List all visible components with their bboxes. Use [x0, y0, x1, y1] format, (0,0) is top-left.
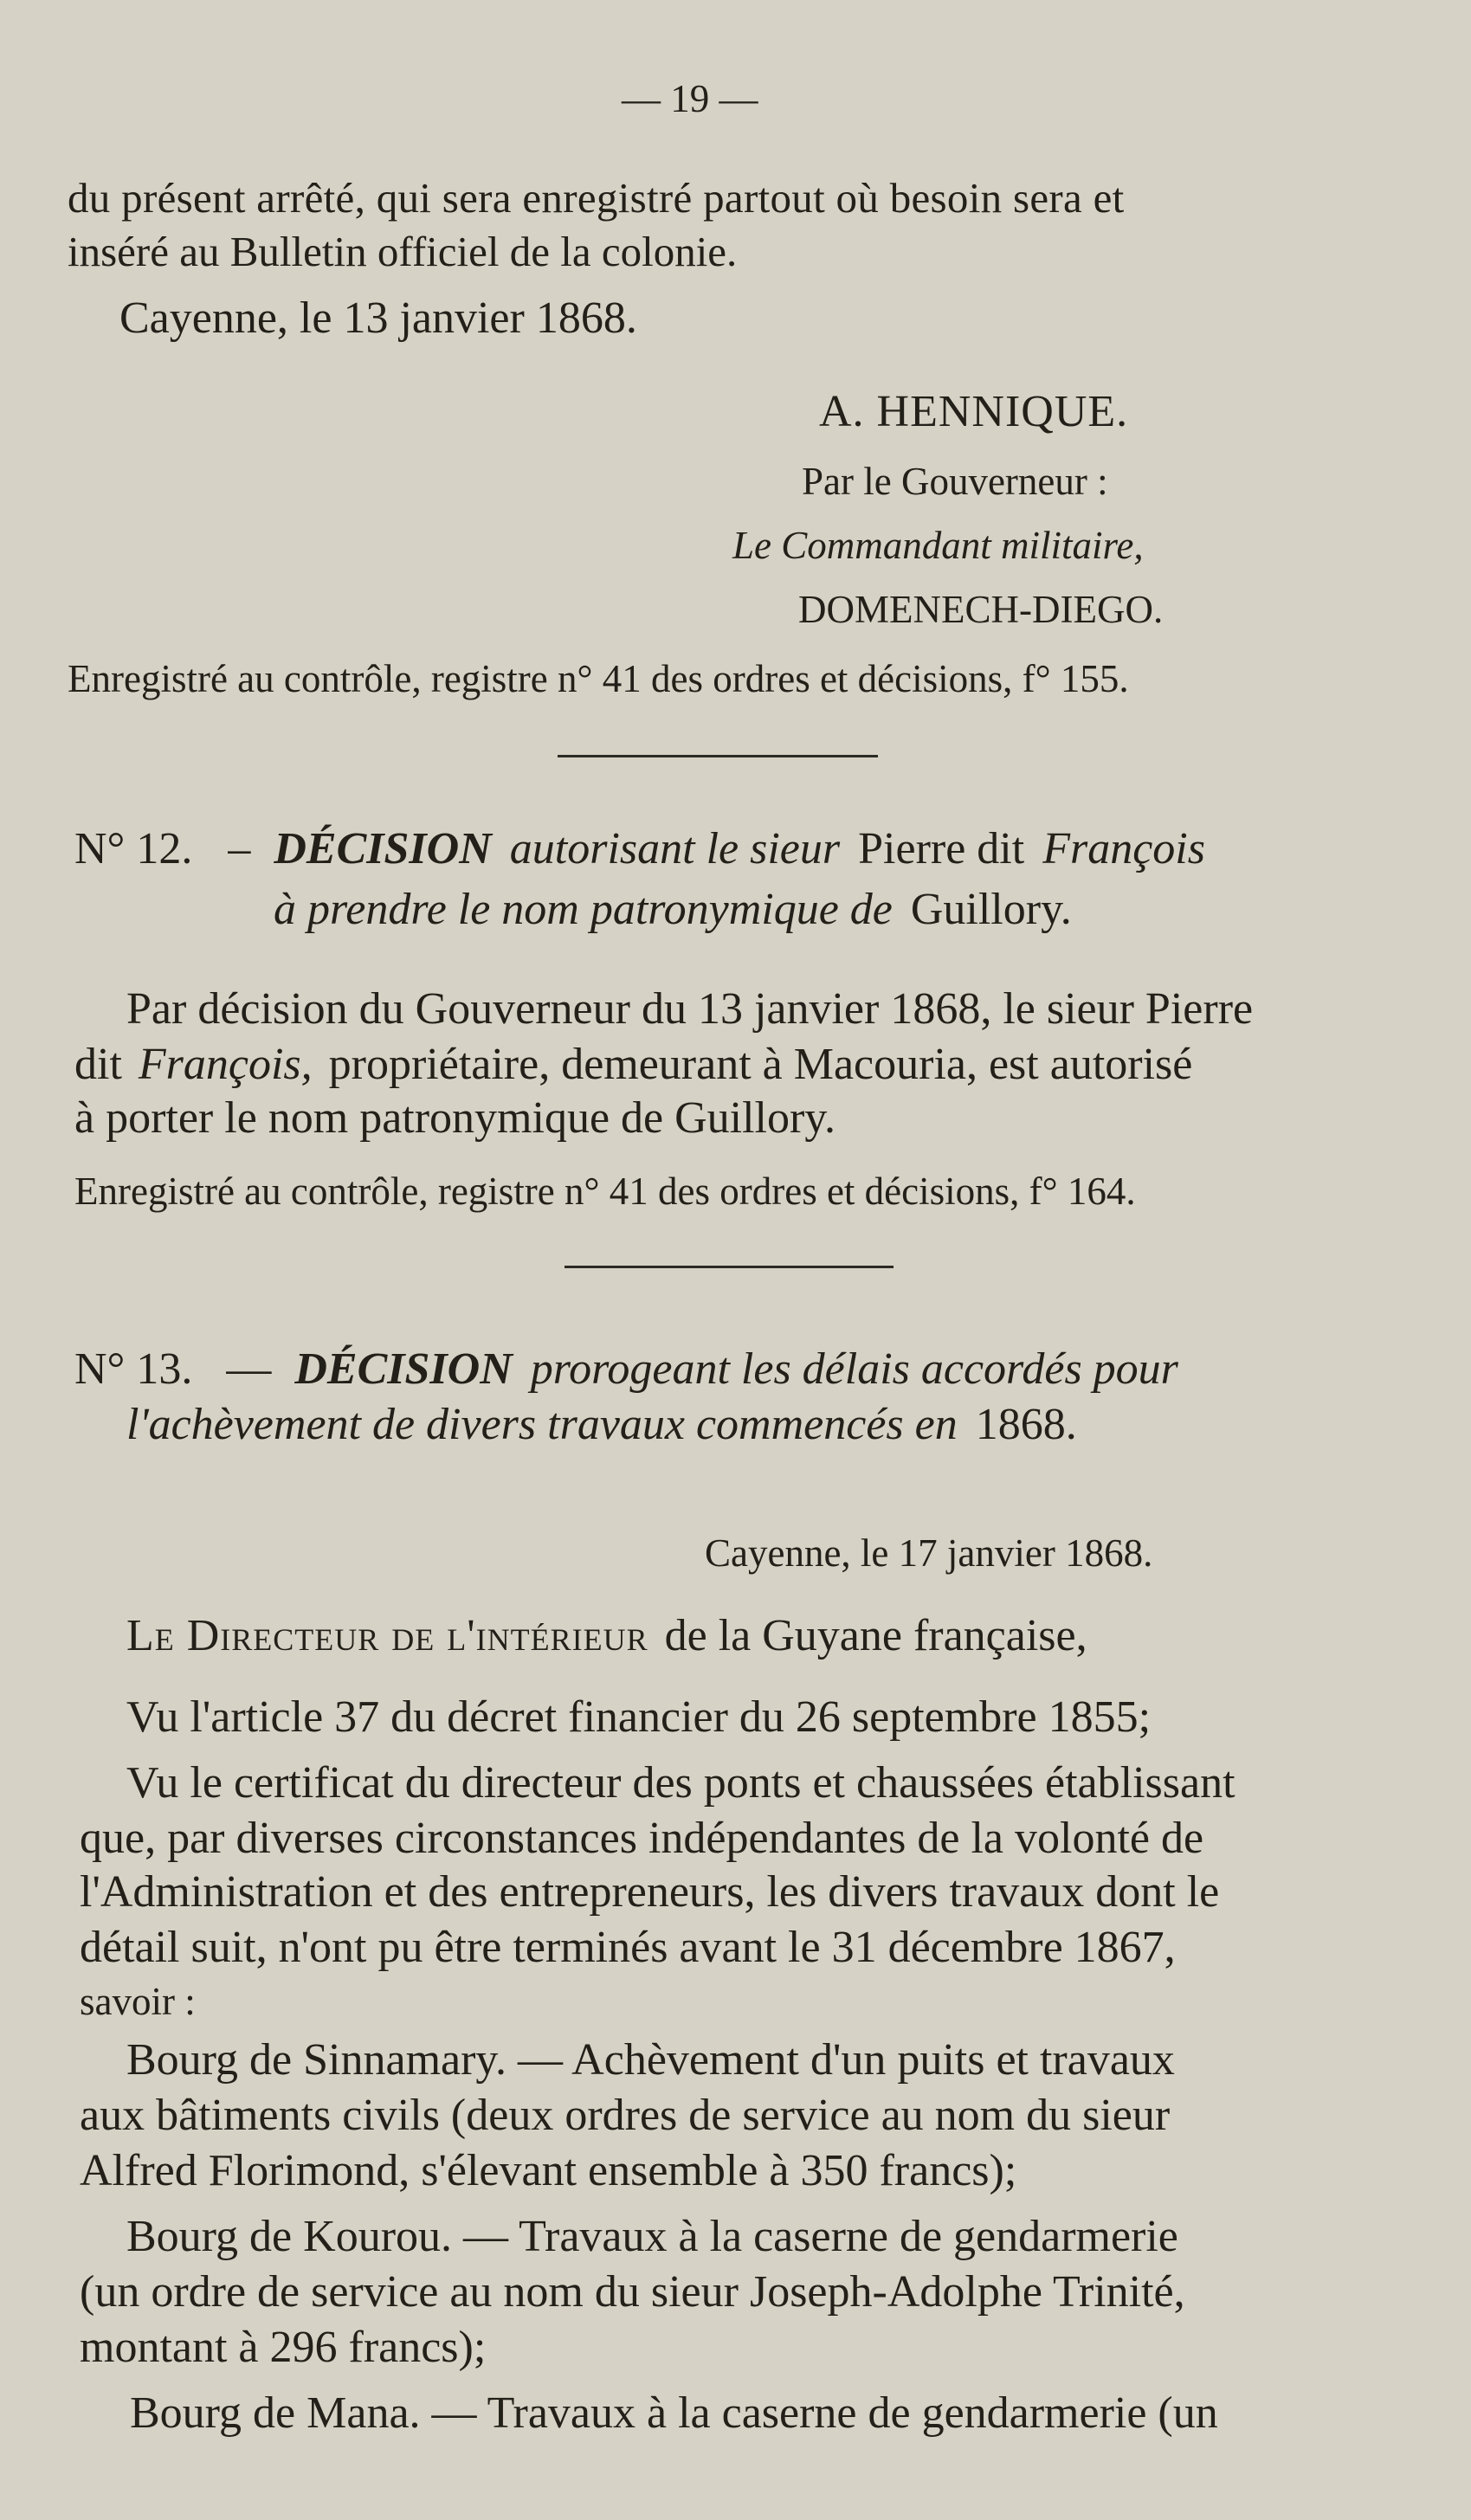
- mana-line: Bourg de Mana. — Travaux à la caserne de gendarmerie (un: [130, 2388, 1218, 2438]
- decision-body-line-3: à porter le nom patronymique de Guillory.: [74, 1093, 836, 1143]
- sinnamary-line: Alfred Florimond, s'élevant ensemble à 350 francs);: [80, 2146, 1017, 2195]
- sinnamary-line: aux bâtiments civils (deux ordres de service au nom du sieur: [80, 2091, 1171, 2140]
- directeur-title: Le Directeur de l'intérieur: [126, 1611, 648, 1660]
- decision-heading-line-2: [126, 1402, 1077, 1447]
- decision-type: DÉCISION: [294, 1344, 513, 1394]
- decision-type: DÉCISION: [274, 824, 492, 873]
- decision-title-part: Pierre dit: [858, 824, 1025, 873]
- registration-note: Enregistré au contrôle, registre n° 41 des ordres et décisions, f° 164.: [74, 1170, 1136, 1213]
- signature-by: Par le Gouverneur :: [802, 460, 1108, 503]
- signature-name: A. HENNIQUE.: [819, 387, 1129, 436]
- decision-title-part: l'achèvement de divers travaux commencés en: [126, 1400, 958, 1449]
- vu-certificat-line: que, par diverses circonstances indépendantes de la volonté de: [80, 1814, 1204, 1863]
- decision-title-part: à prendre le nom patronymique de: [274, 885, 893, 934]
- kourou-line: montant à 296 francs);: [80, 2323, 487, 2372]
- body-text: dit: [74, 1040, 122, 1089]
- decision-heading-line-1: [74, 824, 1205, 873]
- vu-certificat-line: savoir :: [80, 1980, 196, 2023]
- vu-certificat-line: détail suit, n'ont pu être terminés avant le 31 décembre 1867,: [80, 1923, 1176, 1972]
- vu-certificat-line: Vu le certificat du directeur des ponts et chaussées établissant: [126, 1758, 1236, 1808]
- dash: –: [228, 824, 251, 873]
- body-text: François,: [138, 1040, 313, 1089]
- sinnamary-line: Bourg de Sinnamary. — Achèvement d'un puits et travaux: [126, 2035, 1175, 2085]
- decision-body-line-1: Par décision du Gouverneur du 13 janvier 1868, le sieur Pierre: [126, 984, 1254, 1034]
- decision-title-part: prorogeant les délais accordés pour: [530, 1344, 1178, 1394]
- page-number: — 19 —: [622, 77, 758, 120]
- kourou-line: (un ordre de service au nom du sieur Joseph-Adolphe Trinité,: [80, 2267, 1185, 2317]
- decision-heading-line-1: [74, 1344, 1178, 1394]
- directeur-region: de la Guyane française,: [664, 1611, 1087, 1660]
- decision-title-part: autorisant le sieur: [509, 824, 841, 873]
- intro-line-1: du présent arrêté, qui sera enregistré partout où besoin sera et: [68, 174, 1125, 222]
- decision-heading-line-2: [274, 887, 1072, 932]
- decision-title-part: 1868.: [975, 1400, 1077, 1449]
- registration-note: Enregistré au contrôle, registre n° 41 des ordres et décisions, f° 155.: [68, 657, 1129, 700]
- vu-article: Vu l'article 37 du décret financier du 26 septembre 1855;: [126, 1692, 1152, 1742]
- decision-title-part: François: [1042, 824, 1205, 873]
- intro-line-2: inséré au Bulletin officiel de la colonie.: [68, 228, 738, 275]
- directeur-line: [126, 1611, 1087, 1660]
- place-date: Cayenne, le 13 janvier 1868.: [119, 293, 637, 343]
- decision-number: N° 13.: [74, 1344, 193, 1394]
- signature-countersign: DOMENECH-DIEGO.: [798, 588, 1164, 631]
- vu-certificat-line: l'Administration et des entrepreneurs, les divers travaux dont le: [80, 1867, 1220, 1917]
- dash: —: [226, 1344, 272, 1394]
- section-divider: [558, 755, 878, 757]
- signature-role: Le Commandant militaire,: [732, 524, 1144, 567]
- section-divider: [565, 1266, 894, 1268]
- kourou-line: Bourg de Kourou. — Travaux à la caserne de gendarmerie: [126, 2212, 1178, 2261]
- place-date: Cayenne, le 17 janvier 1868.: [705, 1531, 1153, 1575]
- body-text: propriétaire, demeurant à Macouria, est autorisé: [328, 1040, 1193, 1089]
- decision-title-part: Guillory.: [910, 885, 1072, 934]
- decision-number: N° 12.: [74, 824, 193, 873]
- decision-body-line-2: [74, 1042, 1192, 1087]
